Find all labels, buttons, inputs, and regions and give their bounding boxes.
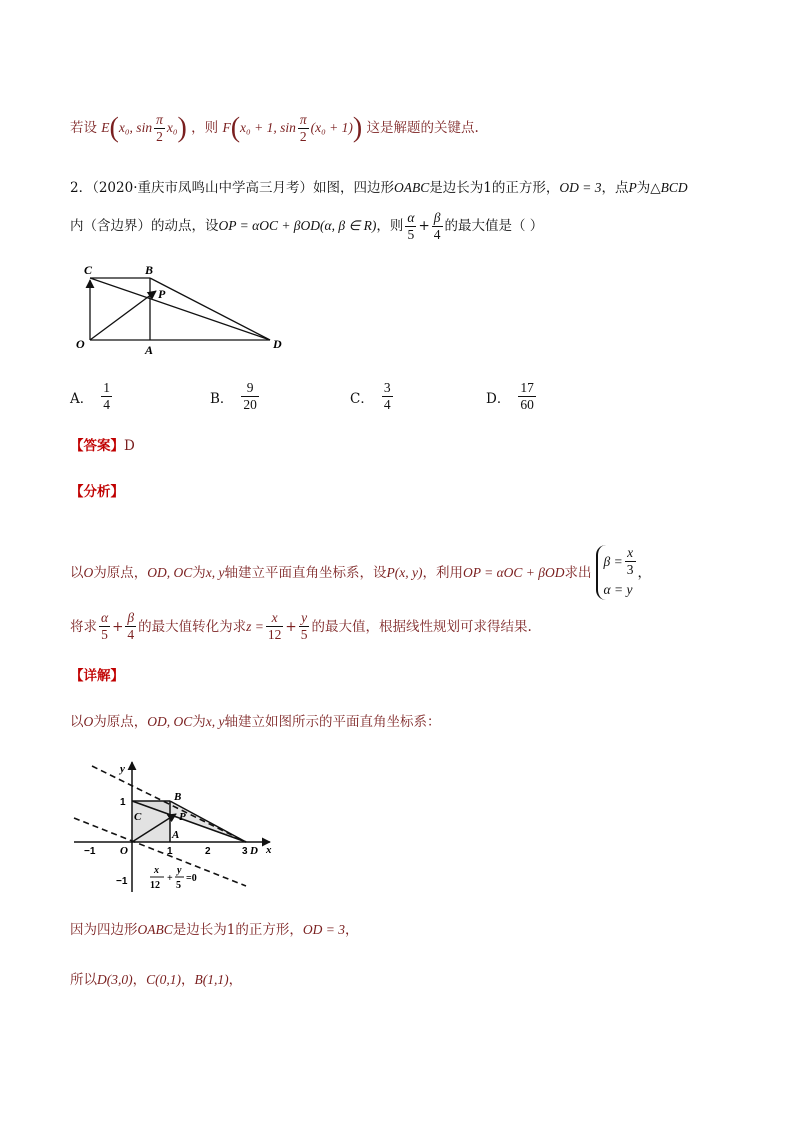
detail-line-3: 所以D(3,0)，C(0,1)，B(1,1)， xyxy=(70,972,243,988)
fig1-label-a: A xyxy=(145,343,154,357)
fig2-xtick-3: 3 xyxy=(242,846,248,857)
fig2-ytick-neg1: −1 xyxy=(116,876,128,887)
fig2-linelabel-12: 12 xyxy=(150,880,160,891)
analysis-line-1: 以 O 为原点， OD, OC 为 x, y 轴建立平面直角坐标系，设 P(x, y) ，利用 OP = αOC + βOD 求出 β = $\frac{x}{3}$ α = y ， xyxy=(70,545,651,600)
option-a[interactable]: A． $\frac{1}{4}$ xyxy=(70,380,110,412)
fig2-axis-x: x xyxy=(266,844,272,856)
fig2-xtick-2: 2 xyxy=(205,846,211,857)
fig2-label-o: O xyxy=(120,845,128,857)
figure-coordinate-system xyxy=(70,758,280,898)
fig2-ytick-1: 1 xyxy=(120,797,126,808)
detail-tag: 【详解】 xyxy=(70,668,124,684)
fig2-axis-y: y xyxy=(120,763,125,775)
fig1-label-o: O xyxy=(76,337,85,351)
fig2-linelabel-eq: =0 xyxy=(186,873,197,884)
fig2-linelabel-5: 5 xyxy=(176,880,181,891)
option-b[interactable]: B． $\frac{9}{20}$ xyxy=(210,380,257,412)
fig1-label-d: D xyxy=(273,337,282,351)
figure-square-triangle xyxy=(70,258,300,358)
option-c[interactable]: C． $\frac{3}{4}$ xyxy=(350,380,391,412)
problem-line-2: 内（含边界）的动点，设OP = αOC + βOD(α, β ∈ R)，则 $\frac{\alpha}{5}$ + $\frac{\beta}{4}$ 的最大值是（ ） xyxy=(70,210,544,242)
fig2-linelabel-y: y xyxy=(177,865,182,876)
detail-line-2: 因为四边形OABC是边长为1的正方形，OD = 3， xyxy=(70,922,359,938)
fig2-xtick-1: 1 xyxy=(167,846,173,857)
option-d[interactable]: D． $\frac{17}{60}$ xyxy=(486,380,534,412)
fig2-label-p: P xyxy=(179,811,186,823)
fig2-xtick-neg1: −1 xyxy=(84,846,96,857)
fig1-label-p: P xyxy=(158,287,166,301)
analysis-line-2: 将求 $\frac{\alpha}{5}$ + $\frac{\beta}{4}$ 的最大值转化为求 z = $\frac{x}{12}$ + $\frac{y}{5}$ 的最大值，根据线性规划可求得结果. xyxy=(70,610,532,642)
fig2-label-d: D xyxy=(250,845,258,857)
answer-line: 【答案】D xyxy=(70,438,135,454)
fig2-label-a: A xyxy=(172,829,180,841)
fig2-label-c: C xyxy=(134,811,142,823)
fig2-linelabel-x: x xyxy=(154,865,159,876)
intro-line: 若设 E(x₀, sin $\frac{\pi}{2}$ x₀) ，则 F(x₀ + 1, sin $\frac{\pi}{2}$ (x₀ + 1)) 这是解题的关键点. xyxy=(70,112,479,144)
fig1-label-c: C xyxy=(84,263,93,277)
problem-line-1: 2．（2020·重庆市凤鸣山中学高三月考）如图，四边形OABC是边长为1的正方形，OD = 3，点P为△BCD xyxy=(70,180,688,196)
analysis-tag: 【分析】 xyxy=(70,484,124,500)
fig1-label-b: B xyxy=(145,263,154,277)
fig2-linelabel-plus: + xyxy=(167,873,173,884)
equation-system: β = $\frac{x}{3}$ α = y xyxy=(596,545,638,600)
detail-line-1: 以O为原点，OD, OC为x, y轴建立如图所示的平面直角坐标系： xyxy=(70,714,441,730)
fig2-label-b: B xyxy=(174,791,182,803)
